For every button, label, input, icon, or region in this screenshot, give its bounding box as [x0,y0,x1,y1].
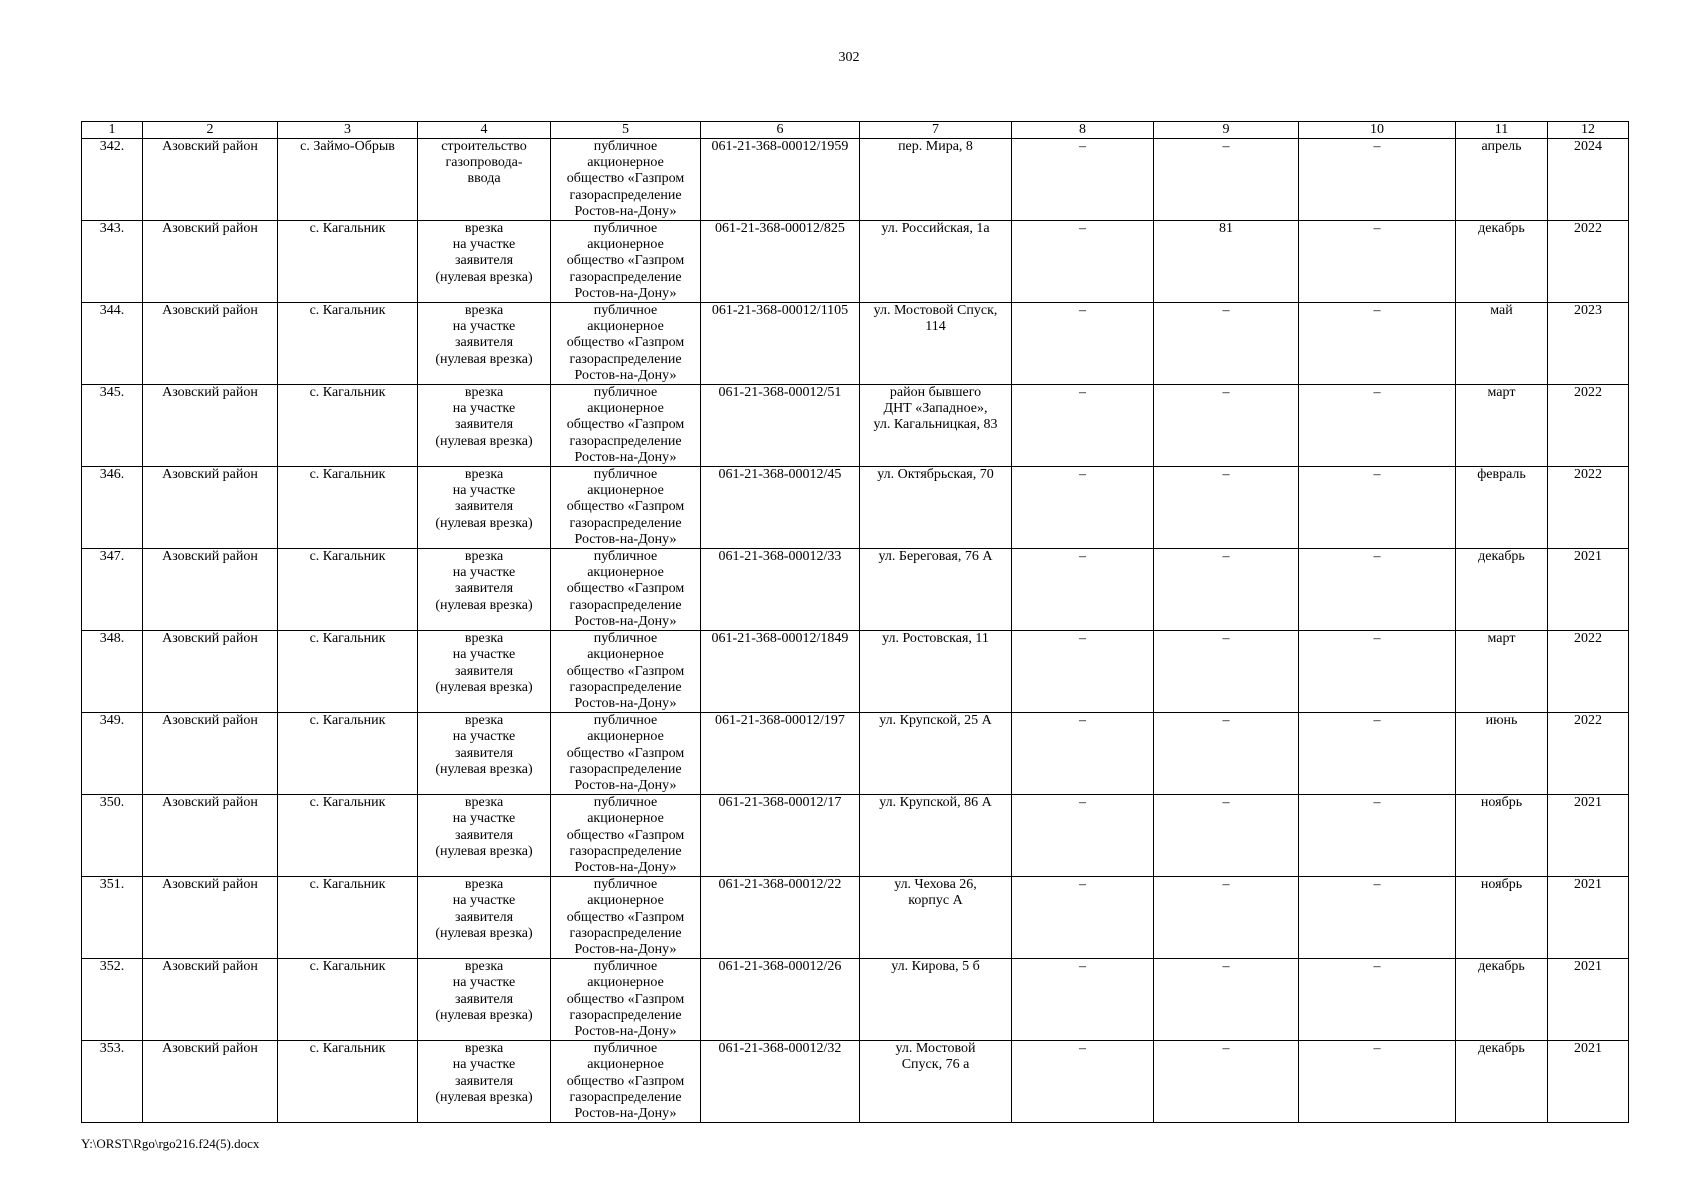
month-cell: февраль [1456,467,1548,549]
organization-cell-line: Ростов-на-Дону» [574,203,677,219]
month-cell: декабрь [1456,549,1548,631]
organization-cell-line: газораспределение [569,433,682,449]
address-cell [860,467,1012,549]
row-number: 345. [82,385,143,467]
organization-cell [551,549,701,631]
work-type-cell-line: (нулевая врезка) [435,433,533,449]
column-header: 3 [278,122,418,139]
settlement-cell: с. Кагальник [278,221,418,303]
row-number: 353. [82,1041,143,1123]
work-type-cell [418,221,551,303]
row-number: 346. [82,467,143,549]
organization-cell-line: общество «Газпром [566,1073,685,1089]
work-type-cell-line: (нулевая врезка) [435,269,533,285]
registry-code-cell: 061-21-368-00012/1105 [701,303,860,385]
work-type-cell [418,303,551,385]
work-type-cell-line: врезка [464,795,504,811]
organization-cell [551,139,701,221]
column-8-cell: – [1012,303,1154,385]
organization-cell [551,877,701,959]
row-number: 344. [82,303,143,385]
address-cell [860,713,1012,795]
organization-cell-line: акционерное [587,811,664,827]
row-number: 343. [82,221,143,303]
column-8-cell: – [1012,631,1154,713]
organization-cell-line: публичное [593,549,658,565]
organization-cell-line: публичное [593,877,658,893]
column-8-cell: – [1012,959,1154,1041]
registry-code-cell: 061-21-368-00012/1959 [701,139,860,221]
district-cell: Азовский район [143,303,278,385]
work-type-cell-line: на участке [452,647,516,663]
address-cell-line: ул. Крупской, 86 А [879,795,992,811]
organization-cell [551,221,701,303]
column-8-cell: – [1012,713,1154,795]
organization-cell-line: публичное [593,795,658,811]
year-cell: 2022 [1548,385,1629,467]
work-type-cell-line: заявителя [454,745,514,761]
district-cell: Азовский район [143,959,278,1041]
work-type-cell-line: на участке [452,483,516,499]
work-type-cell-line: (нулевая врезка) [435,761,533,777]
column-10-cell: – [1299,303,1456,385]
organization-cell-line: публичное [593,713,658,729]
organization-cell-line: акционерное [587,1057,664,1073]
work-type-cell-line: (нулевая врезка) [435,843,533,859]
address-cell-line: ДНТ «Западное», [883,401,988,417]
column-header: 5 [551,122,701,139]
address-cell [860,877,1012,959]
column-header: 6 [701,122,860,139]
organization-cell-line: газораспределение [569,1089,682,1105]
table-row [82,795,1629,877]
work-type-cell-line: (нулевая врезка) [435,1007,533,1023]
organization-cell-line: Ростов-на-Дону» [574,941,677,957]
year-cell: 2022 [1548,713,1629,795]
year-cell: 2021 [1548,959,1629,1041]
column-10-cell: – [1299,467,1456,549]
work-type-cell-line: на участке [452,1057,516,1073]
column-8-cell: – [1012,795,1154,877]
settlement-cell: с. Кагальник [278,549,418,631]
address-cell-line: ул. Береговая, 76 А [878,549,993,565]
data-table [81,121,1629,1123]
column-header: 4 [418,122,551,139]
organization-cell-line: общество «Газпром [566,335,685,351]
work-type-cell-line: (нулевая врезка) [435,679,533,695]
registry-code-cell: 061-21-368-00012/1849 [701,631,860,713]
table-row [82,139,1629,221]
work-type-cell-line: заявителя [454,253,514,269]
column-header: 8 [1012,122,1154,139]
table-row [82,713,1629,795]
month-cell: ноябрь [1456,877,1548,959]
address-cell-line: ул. Мостовой Спуск, [873,303,998,319]
month-cell: декабрь [1456,959,1548,1041]
organization-cell-line: общество «Газпром [566,827,685,843]
month-cell: апрель [1456,139,1548,221]
organization-cell-line: акционерное [587,237,664,253]
table-row [82,631,1629,713]
column-10-cell: – [1299,877,1456,959]
column-9-cell: – [1154,385,1299,467]
organization-cell [551,385,701,467]
month-cell: март [1456,631,1548,713]
settlement-cell: с. Кагальник [278,713,418,795]
district-cell: Азовский район [143,139,278,221]
organization-cell-line: Ростов-на-Дону» [574,1105,677,1121]
address-cell-line: ул. Мостовой [895,1041,976,1057]
column-header: 7 [860,122,1012,139]
column-header-row [82,122,1629,139]
column-9-cell: – [1154,549,1299,631]
column-8-cell: – [1012,877,1154,959]
work-type-cell [418,139,551,221]
work-type-cell-line: ввода [467,171,501,187]
year-cell: 2021 [1548,1041,1629,1123]
work-type-cell-line: врезка [464,467,504,483]
organization-cell-line: акционерное [587,975,664,991]
work-type-cell [418,549,551,631]
work-type-cell-line: врезка [464,713,504,729]
month-cell: март [1456,385,1548,467]
work-type-cell [418,467,551,549]
registry-code-cell: 061-21-368-00012/22 [701,877,860,959]
organization-cell-line: газораспределение [569,761,682,777]
column-header: 2 [143,122,278,139]
table-row [82,385,1629,467]
column-10-cell: – [1299,139,1456,221]
organization-cell-line: публичное [593,303,658,319]
column-10-cell: – [1299,1041,1456,1123]
column-header: 1 [82,122,143,139]
work-type-cell-line: на участке [452,401,516,417]
address-cell [860,959,1012,1041]
settlement-cell: с. Кагальник [278,631,418,713]
column-8-cell: – [1012,221,1154,303]
month-cell: декабрь [1456,1041,1548,1123]
organization-cell [551,631,701,713]
address-cell-line: 114 [925,319,946,335]
work-type-cell [418,713,551,795]
organization-cell-line: газораспределение [569,679,682,695]
work-type-cell-line: врезка [464,959,504,975]
district-cell: Азовский район [143,795,278,877]
column-10-cell: – [1299,795,1456,877]
address-cell-line: район бывшего [889,385,982,401]
work-type-cell-line: заявителя [454,663,514,679]
organization-cell-line: публичное [593,467,658,483]
row-number: 348. [82,631,143,713]
organization-cell-line: акционерное [587,401,664,417]
year-cell: 2022 [1548,631,1629,713]
year-cell: 2023 [1548,303,1629,385]
column-9-cell: – [1154,795,1299,877]
address-cell-line: Спуск, 76 а [901,1057,970,1073]
year-cell: 2021 [1548,795,1629,877]
month-cell: июнь [1456,713,1548,795]
address-cell-line: корпус А [908,893,963,909]
table-row [82,221,1629,303]
address-cell [860,631,1012,713]
column-9-cell: – [1154,959,1299,1041]
organization-cell-line: газораспределение [569,843,682,859]
work-type-cell-line: врезка [464,385,504,401]
work-type-cell [418,959,551,1041]
work-type-cell-line: (нулевая врезка) [435,925,533,941]
column-header: 9 [1154,122,1299,139]
work-type-cell-line: заявителя [454,827,514,843]
address-cell [860,303,1012,385]
organization-cell-line: Ростов-на-Дону» [574,449,677,465]
organization-cell-line: газораспределение [569,1007,682,1023]
organization-cell-line: публичное [593,385,658,401]
organization-cell-line: газораспределение [569,351,682,367]
organization-cell-line: общество «Газпром [566,417,685,433]
organization-cell-line: газораспределение [569,925,682,941]
organization-cell [551,713,701,795]
column-9-cell: – [1154,1041,1299,1123]
organization-cell [551,1041,701,1123]
organization-cell-line: Ростов-на-Дону» [574,777,677,793]
column-8-cell: – [1012,139,1154,221]
address-cell-line: ул. Российская, 1а [881,221,990,237]
organization-cell-line: общество «Газпром [566,253,685,269]
organization-cell [551,467,701,549]
table-row [82,549,1629,631]
work-type-cell-line: врезка [464,303,504,319]
page-number: 302 [838,50,860,65]
settlement-cell: с. Займо-Обрыв [278,139,418,221]
organization-cell-line: акционерное [587,565,664,581]
district-cell: Азовский район [143,1041,278,1123]
column-9-cell: – [1154,139,1299,221]
work-type-cell-line: врезка [464,1041,504,1057]
organization-cell-line: общество «Газпром [566,991,685,1007]
settlement-cell: с. Кагальник [278,303,418,385]
month-cell: декабрь [1456,221,1548,303]
row-number: 342. [82,139,143,221]
year-cell: 2022 [1548,221,1629,303]
address-cell-line: пер. Мира, 8 [898,139,973,154]
organization-cell-line: акционерное [587,893,664,909]
work-type-cell-line: на участке [452,565,516,581]
work-type-cell-line: строительство [441,139,527,154]
organization-cell-line: публичное [593,959,658,975]
registry-code-cell: 061-21-368-00012/33 [701,549,860,631]
organization-cell-line: газораспределение [569,269,682,285]
column-8-cell: – [1012,549,1154,631]
district-cell: Азовский район [143,549,278,631]
organization-cell-line: общество «Газпром [566,581,685,597]
work-type-cell-line: заявителя [454,335,514,351]
work-type-cell-line: заявителя [454,1073,514,1089]
table-row [82,1041,1629,1123]
organization-cell [551,959,701,1041]
year-cell: 2022 [1548,467,1629,549]
settlement-cell: с. Кагальник [278,385,418,467]
address-cell [860,1041,1012,1123]
organization-cell-line: Ростов-на-Дону» [574,531,677,547]
column-9-cell: – [1154,713,1299,795]
table-row [82,467,1629,549]
district-cell: Азовский район [143,713,278,795]
organization-cell-line: общество «Газпром [566,499,685,515]
row-number: 350. [82,795,143,877]
column-header: 11 [1456,122,1548,139]
organization-cell-line: публичное [593,1041,658,1057]
organization-cell-line: Ростов-на-Дону» [574,1023,677,1039]
address-cell-line: ул. Крупской, 25 А [879,713,992,729]
month-cell: май [1456,303,1548,385]
column-10-cell: – [1299,385,1456,467]
column-10-cell: – [1299,549,1456,631]
work-type-cell-line: на участке [452,319,516,335]
address-cell [860,549,1012,631]
address-cell [860,221,1012,303]
address-cell-line: ул. Ростовская, 11 [882,631,989,647]
column-9-cell: 81 [1154,221,1299,303]
work-type-cell-line: на участке [452,975,516,991]
work-type-cell-line: врезка [464,877,504,893]
column-header: 12 [1548,122,1629,139]
work-type-cell-line: на участке [452,729,516,745]
organization-cell-line: акционерное [587,729,664,745]
column-8-cell: – [1012,467,1154,549]
organization-cell-line: Ростов-на-Дону» [574,367,677,383]
address-cell [860,795,1012,877]
work-type-cell-line: (нулевая врезка) [435,351,533,367]
organization-cell-line: общество «Газпром [566,663,685,679]
address-cell-line: ул. Кагальницкая, 83 [873,417,998,433]
row-number: 351. [82,877,143,959]
organization-cell-line: газораспределение [569,515,682,531]
organization-cell-line: публичное [593,631,658,647]
organization-cell-line: публичное [593,221,658,237]
district-cell: Азовский район [143,467,278,549]
work-type-cell-line: на участке [452,811,516,827]
registry-code-cell: 061-21-368-00012/45 [701,467,860,549]
organization-cell-line: акционерное [587,155,664,171]
settlement-cell: с. Кагальник [278,795,418,877]
district-cell: Азовский район [143,631,278,713]
address-cell-line: ул. Чехова 26, [894,877,977,893]
registry-code-cell: 061-21-368-00012/51 [701,385,860,467]
year-cell: 2021 [1548,877,1629,959]
row-number: 349. [82,713,143,795]
work-type-cell [418,385,551,467]
year-cell: 2024 [1548,139,1629,221]
organization-cell-line: публичное [593,139,658,154]
organization-cell-line: акционерное [587,319,664,335]
organization-cell [551,795,701,877]
work-type-cell [418,631,551,713]
year-cell: 2021 [1548,549,1629,631]
registry-code-cell: 061-21-368-00012/32 [701,1041,860,1123]
table-row [82,959,1629,1041]
organization-cell-line: Ростов-на-Дону» [574,285,677,301]
settlement-cell: с. Кагальник [278,467,418,549]
work-type-cell-line: заявителя [454,417,514,433]
column-8-cell: – [1012,385,1154,467]
work-type-cell-line: на участке [452,893,516,909]
organization-cell-line: газораспределение [569,597,682,613]
organization-cell-line: общество «Газпром [566,171,685,187]
district-cell: Азовский район [143,385,278,467]
registry-code-cell: 061-21-368-00012/17 [701,795,860,877]
column-9-cell: – [1154,467,1299,549]
address-cell [860,385,1012,467]
work-type-cell-line: врезка [464,221,504,237]
organization-cell [551,303,701,385]
month-cell: ноябрь [1456,795,1548,877]
settlement-cell: с. Кагальник [278,1041,418,1123]
work-type-cell-line: заявителя [454,581,514,597]
column-9-cell: – [1154,631,1299,713]
organization-cell-line: акционерное [587,483,664,499]
address-cell-line: ул. Октябрьская, 70 [877,467,994,483]
work-type-cell-line: заявителя [454,909,514,925]
registry-code-cell: 061-21-368-00012/197 [701,713,860,795]
work-type-cell-line: газопровода- [445,155,523,171]
organization-cell-line: Ростов-на-Дону» [574,695,677,711]
address-cell [860,139,1012,221]
settlement-cell: с. Кагальник [278,877,418,959]
work-type-cell-line: заявителя [454,499,514,515]
table-row [82,303,1629,385]
column-10-cell: – [1299,959,1456,1041]
registry-code-cell: 061-21-368-00012/825 [701,221,860,303]
organization-cell-line: газораспределение [569,187,682,203]
table-row [82,877,1629,959]
column-10-cell: – [1299,631,1456,713]
work-type-cell-line: (нулевая врезка) [435,515,533,531]
organization-cell-line: Ростов-на-Дону» [574,859,677,875]
work-type-cell-line: на участке [452,237,516,253]
column-10-cell: – [1299,713,1456,795]
district-cell: Азовский район [143,221,278,303]
district-cell: Азовский район [143,877,278,959]
organization-cell-line: общество «Газпром [566,745,685,761]
organization-cell-line: общество «Газпром [566,909,685,925]
row-number: 352. [82,959,143,1041]
work-type-cell-line: врезка [464,549,504,565]
work-type-cell-line: (нулевая врезка) [435,1089,533,1105]
column-9-cell: – [1154,877,1299,959]
footer-file-path: Y:\ORST\Rgo\rgo216.f24(5).docx [81,1136,260,1151]
row-number: 347. [82,549,143,631]
work-type-cell-line: врезка [464,631,504,647]
work-type-cell [418,877,551,959]
column-header: 10 [1299,122,1456,139]
column-8-cell: – [1012,1041,1154,1123]
column-9-cell: – [1154,303,1299,385]
work-type-cell-line: заявителя [454,991,514,1007]
column-10-cell: – [1299,221,1456,303]
address-cell-line: ул. Кирова, 5 б [891,959,980,975]
registry-code-cell: 061-21-368-00012/26 [701,959,860,1041]
work-type-cell [418,1041,551,1123]
work-type-cell [418,795,551,877]
settlement-cell: с. Кагальник [278,959,418,1041]
organization-cell-line: акционерное [587,647,664,663]
work-type-cell-line: (нулевая врезка) [435,597,533,613]
organization-cell-line: Ростов-на-Дону» [574,613,677,629]
